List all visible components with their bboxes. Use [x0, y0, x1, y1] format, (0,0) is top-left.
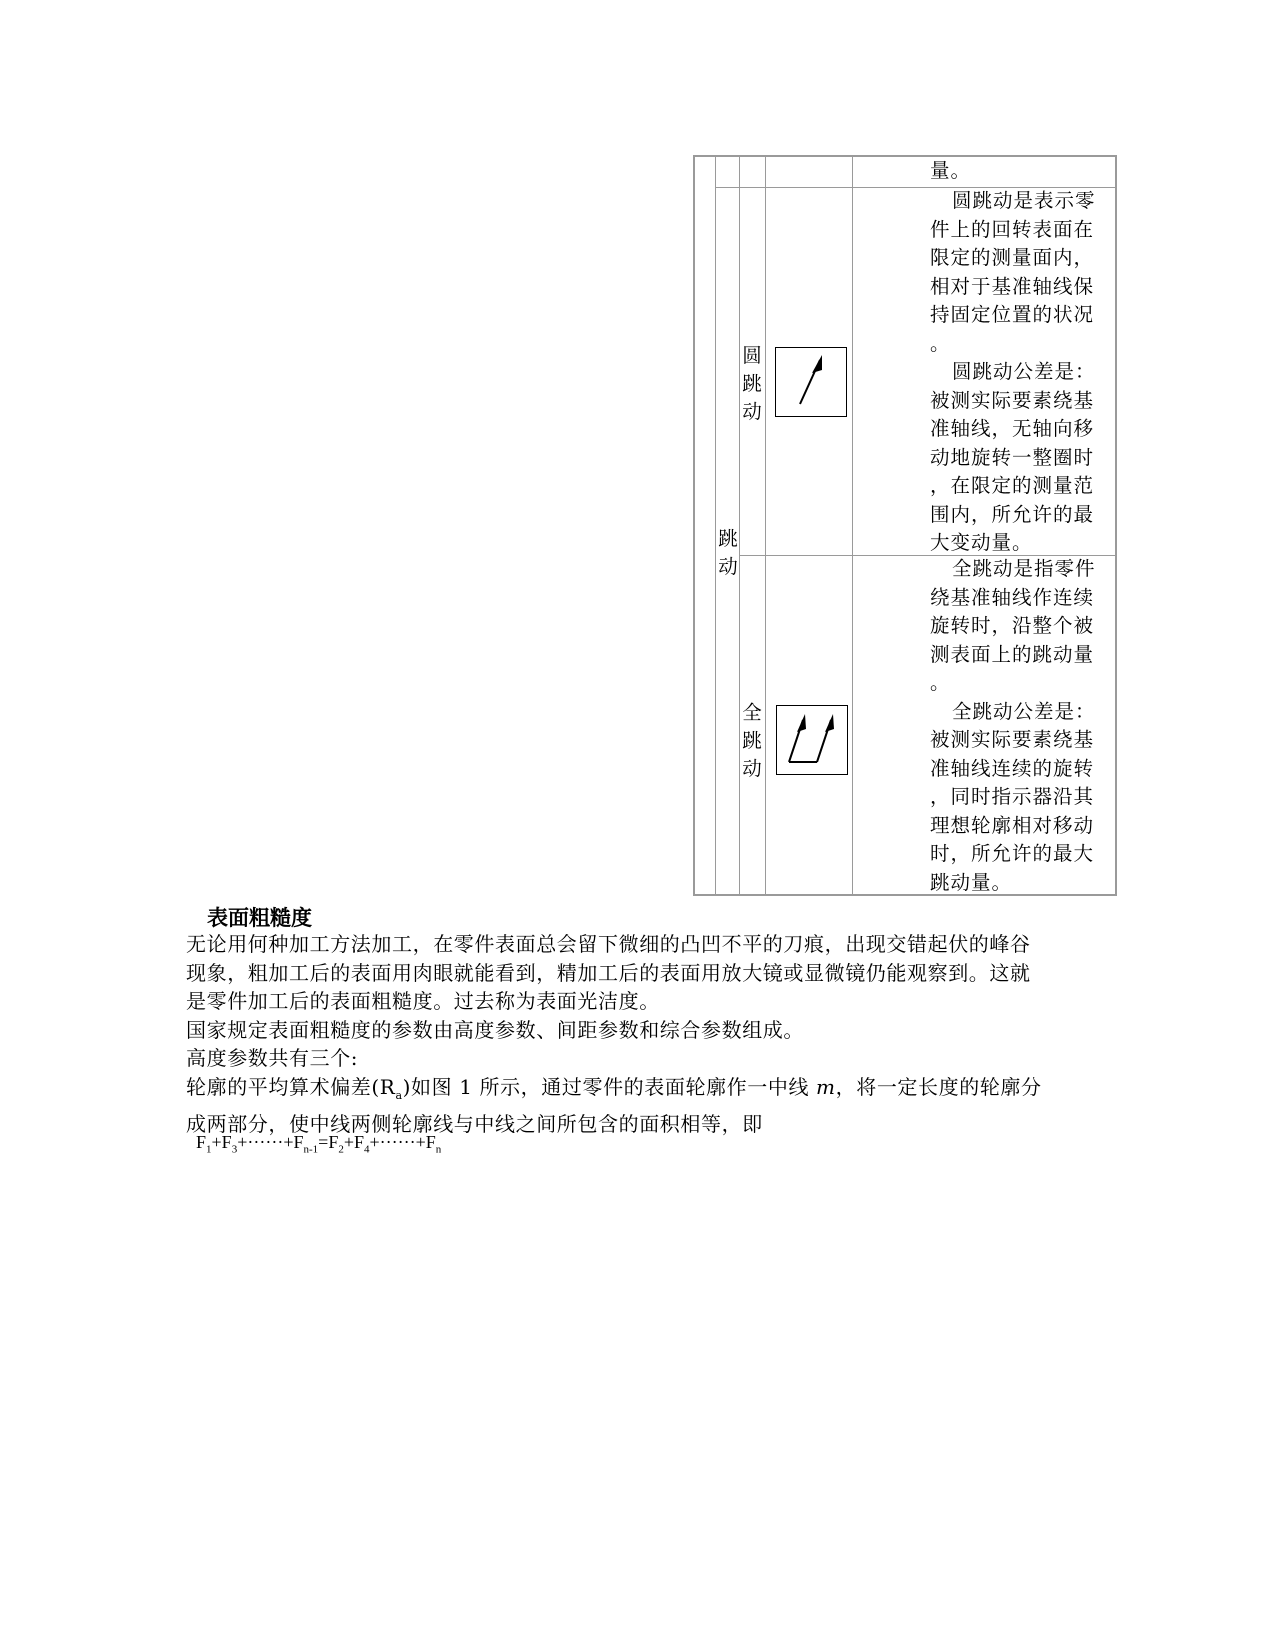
- circular-runout-name: 圆 跳 动: [742, 344, 762, 423]
- circular-runout-symbol-icon: [775, 347, 847, 417]
- ra-definition-line: 轮廓的平均算术偏差$(R_a)$如图 1 所示，通过零件的表面轮廓作一中线 m，将一定长度的轮廓分: [186, 1074, 1042, 1102]
- tolerance-table: [693, 155, 1117, 896]
- top-row-text: 量。: [930, 159, 972, 182]
- total-runout-symbol-icon: [776, 705, 848, 775]
- height-parameters-sentence: 高度参数共有三个:: [186, 1046, 359, 1070]
- total-runout-description: 全跳动是指零件 绕基准轴线作连续 旋转时，沿整个被 测表面上的跳动量 。 全跳动公差是： 被测实际要素绕基 准轴线连续的旋转 ，同时指示器沿其 理想轮廓相对移动 时，所允许的最大 跳动量。: [930, 557, 1096, 894]
- table-col-line: [765, 157, 766, 894]
- table-col-line: [852, 157, 853, 894]
- parameter-groups-sentence: 国家规定表面粗糙度的参数由高度参数、间距参数和综合参数组成。: [186, 1017, 804, 1042]
- section-heading: 表面粗糙度: [207, 906, 312, 930]
- intro-paragraph: 无论用何种加工方法加工，在零件表面总会留下微细的凸凹不平的刀痕，出现交错起伏的峰谷 现象，粗加工后的表面用肉眼就能看到，精加工后的表面用放大镜或显微镜仍能观察到。这就 是零件加工后的表面粗糙度。过去称为表面光洁度。 国家规定表面粗糙度的参数由高度参数、间距参数和综合参数组成。 高度参数共有三个: 轮廓的平均算术偏差$(R_a)$如图 1 所示，通过零件的表面轮廓作一中线 m，将一定长度的轮廓分 成两部分，使中线两侧轮廓线与中线之间所包含的面积相等，即: [186, 930, 1086, 1139]
- total-runout-name: 全 跳 动: [742, 701, 762, 780]
- circular-runout-description: 圆跳动是表示零 件上的回转表面在 限定的测量面内， 相对于基准轴线保 持固定位置的状况 。 圆跳动公差是： 被测实际要素绕基 准轴线，无轴向移 动地旋转一整圈时 ，在限定的测量范 围内，所允许的最 大变动量。: [930, 189, 1096, 554]
- area-equality-formula: $F_1+F_3+\cdot\cdot\cdot\cdot\cdot\cdot+F_{n-1}=F_2+F_4+\cdot\cdot\cdot\cdot\cdot\cdot+F_n$: [196, 1132, 442, 1156]
- category-label: 跳 动: [718, 527, 738, 578]
